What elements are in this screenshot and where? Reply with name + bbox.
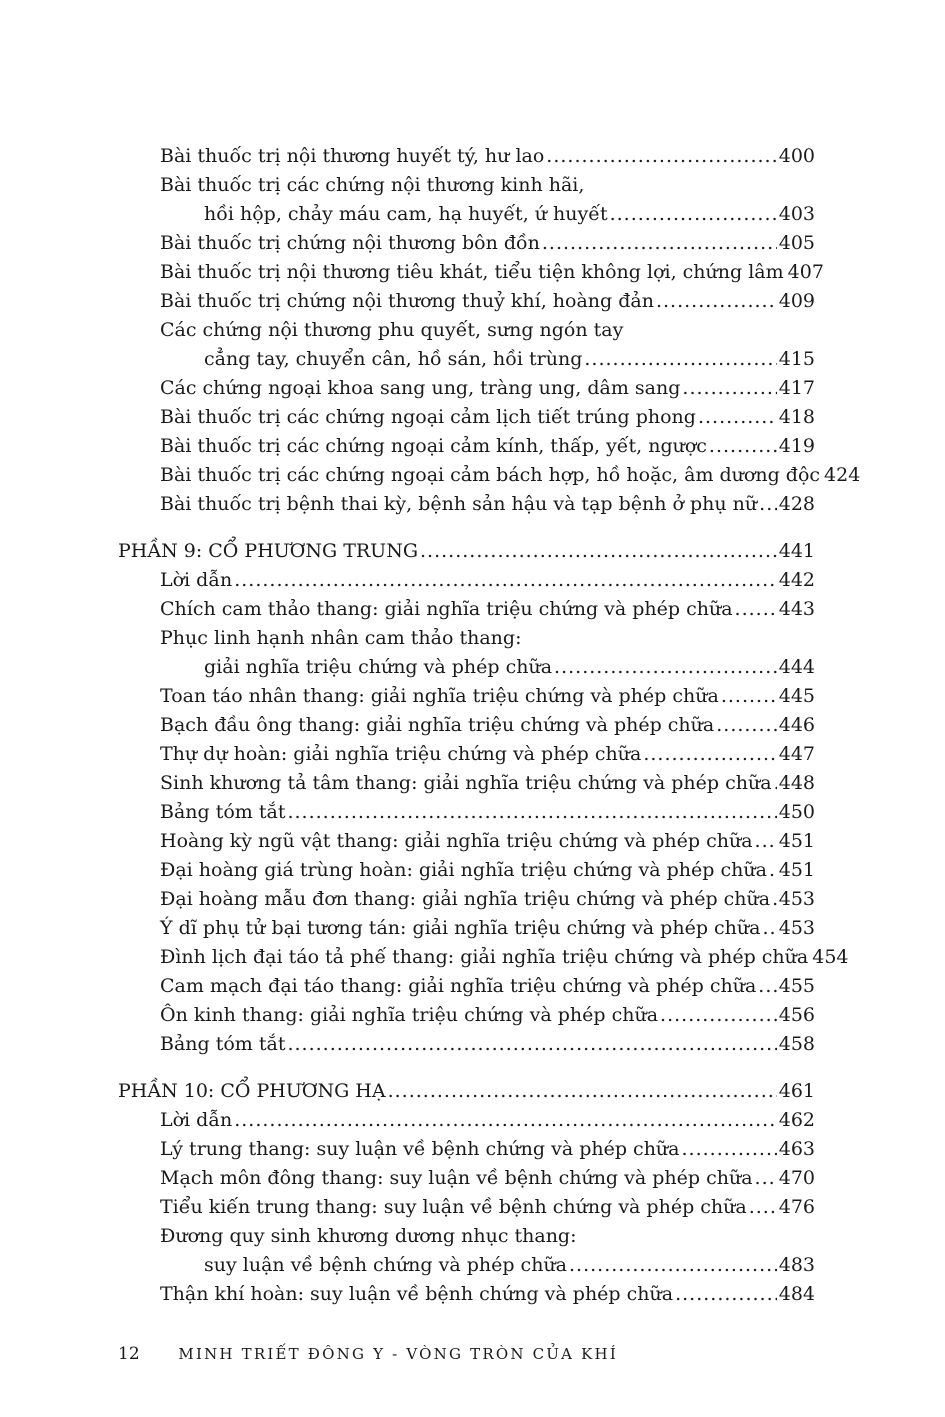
toc-entry-title: Đại hoàng giá trùng hoàn: giải nghĩa triệu chứng và phép chữa bbox=[160, 859, 767, 881]
toc-page-number: 417 bbox=[778, 377, 815, 399]
toc-entry-title: Bảng tóm tắt bbox=[160, 801, 286, 823]
toc-entry-title: Đương quy sinh khương dương nhục thang: bbox=[160, 1225, 577, 1247]
toc-entry bbox=[118, 1193, 815, 1222]
toc-entry bbox=[118, 769, 815, 798]
toc-entry-title: Lý trung thang: suy luận về bệnh chứng và phép chữa bbox=[160, 1138, 680, 1160]
toc-page-number: 453 bbox=[778, 917, 815, 939]
toc-dot-leader bbox=[675, 1280, 777, 1309]
toc-page-number: 448 bbox=[778, 772, 815, 794]
toc-entry bbox=[118, 287, 815, 316]
footer-page-number: 12 bbox=[118, 1344, 140, 1364]
toc-page-number: 461 bbox=[778, 1080, 815, 1102]
toc-dot-leader bbox=[287, 798, 776, 827]
toc-page-number: 405 bbox=[778, 232, 815, 254]
toc-entry-title: Đại hoàng mẫu đơn thang: giải nghĩa triệu chứng và phép chữa bbox=[160, 888, 771, 910]
toc-page-number: 447 bbox=[778, 743, 815, 765]
toc-dot-leader bbox=[542, 229, 777, 258]
toc-page-number: 443 bbox=[778, 598, 815, 620]
toc-page-number: 470 bbox=[778, 1167, 815, 1189]
toc-page-number: 458 bbox=[778, 1033, 815, 1055]
toc-entry-title: Bài thuốc trị nội thương tiêu khát, tiểu tiện không lợi, chứng lâm bbox=[160, 261, 784, 283]
toc-entry bbox=[118, 856, 815, 885]
toc-entry-title: Bài thuốc trị bệnh thai kỳ, bệnh sản hậu và tạp bệnh ở phụ nữ bbox=[160, 493, 758, 515]
toc-entry bbox=[118, 1001, 815, 1030]
toc-entry bbox=[118, 374, 815, 403]
toc-page-number: 484 bbox=[778, 1283, 815, 1305]
toc-entry-title: Thận khí hoàn: suy luận về bệnh chứng và phép chữa bbox=[160, 1283, 674, 1305]
toc-page-number: 442 bbox=[778, 569, 815, 591]
toc-entry bbox=[118, 403, 815, 432]
toc-entry-title: Bài thuốc trị chứng nội thương thuỷ khí, hoàng đản bbox=[160, 290, 654, 312]
toc-dot-leader bbox=[234, 566, 777, 595]
toc-dot-leader bbox=[716, 711, 777, 740]
toc-entry bbox=[118, 229, 815, 258]
toc-dot-leader bbox=[755, 827, 777, 856]
toc-page-number: 450 bbox=[778, 801, 815, 823]
toc-entry bbox=[118, 624, 815, 653]
toc-dot-leader bbox=[762, 914, 776, 943]
toc-entry bbox=[118, 595, 815, 624]
toc-entry bbox=[118, 711, 815, 740]
table-of-contents bbox=[118, 142, 861, 1309]
toc-entry-title: Chích cam thảo thang: giải nghĩa triệu chứng và phép chữa bbox=[160, 598, 733, 620]
toc-dot-leader bbox=[772, 885, 777, 914]
toc-page-number: 409 bbox=[778, 290, 815, 312]
toc-entry-title: Các chứng ngoại khoa sang ung, tràng ung, dâm sang bbox=[160, 377, 681, 399]
toc-dot-leader bbox=[643, 740, 776, 769]
toc-page-number: 428 bbox=[778, 493, 815, 515]
toc-page-number: 456 bbox=[778, 1004, 815, 1026]
toc-entry-continuation bbox=[118, 653, 815, 682]
toc-entry bbox=[118, 490, 815, 519]
toc-entry-title: Bài thuốc trị các chứng ngoại cảm bách hợp, hồ hoặc, âm dương độc bbox=[160, 464, 821, 486]
toc-page-number: 476 bbox=[778, 1196, 815, 1218]
toc-entry-title: Bạch đầu ông thang: giải nghĩa triệu chứng và phép chữa bbox=[160, 714, 715, 736]
toc-section-heading bbox=[118, 1077, 815, 1106]
toc-page-number: 444 bbox=[778, 656, 815, 678]
toc-page-number: 407 bbox=[787, 261, 824, 283]
toc-entry-title: cẳng tay, chuyển cân, hồ sán, hồi trùng bbox=[204, 348, 583, 370]
toc-entry-title: giải nghĩa triệu chứng và phép chữa bbox=[204, 656, 553, 678]
toc-dot-leader bbox=[721, 682, 777, 711]
toc-page-number: 418 bbox=[778, 406, 815, 428]
toc-dot-leader bbox=[749, 1193, 777, 1222]
toc-entry-continuation bbox=[118, 1251, 815, 1280]
toc-entry bbox=[118, 432, 815, 461]
toc-page-number: 483 bbox=[778, 1254, 815, 1276]
toc-entry-title: Đình lịch đại táo tả phế thang: giải nghĩa triệu chứng và phép chữa bbox=[160, 946, 809, 968]
toc-page-number: 445 bbox=[778, 685, 815, 707]
toc-entry-title: Phục linh hạnh nhân cam thảo thang: bbox=[160, 627, 522, 649]
toc-dot-leader bbox=[769, 856, 777, 885]
toc-dot-leader bbox=[610, 200, 777, 229]
toc-entry bbox=[118, 1106, 815, 1135]
page-footer bbox=[118, 1340, 618, 1368]
toc-dot-leader bbox=[546, 142, 776, 171]
toc-dot-leader bbox=[698, 403, 777, 432]
toc-page-number: 424 bbox=[824, 464, 861, 486]
toc-page-number: 403 bbox=[778, 203, 815, 225]
toc-entry-title: Các chứng nội thương phu quyết, sưng ngón tay bbox=[160, 319, 624, 341]
toc-entry bbox=[118, 1222, 815, 1251]
toc-dot-leader bbox=[755, 1164, 777, 1193]
toc-entry-title: suy luận về bệnh chứng và phép chữa bbox=[204, 1254, 568, 1276]
toc-entry-title: Bài thuốc trị nội thương huyết tý, hư lao bbox=[160, 145, 545, 167]
toc-page-number: 419 bbox=[778, 435, 815, 457]
toc-entry bbox=[118, 914, 815, 943]
toc-dot-leader bbox=[709, 432, 777, 461]
toc-dot-leader bbox=[234, 1106, 777, 1135]
toc-entry-title: Mạch môn đông thang: suy luận về bệnh chứng và phép chữa bbox=[160, 1167, 753, 1189]
toc-entry-title: PHẦN 9: CỔ PHƯƠNG TRUNG bbox=[118, 540, 419, 562]
toc-entry bbox=[118, 566, 815, 595]
toc-dot-leader bbox=[759, 490, 777, 519]
toc-entry-title: Ôn kinh thang: giải nghĩa triệu chứng và phép chữa bbox=[160, 1004, 659, 1026]
toc-entry-title: Ý dĩ phụ tử bại tương tán: giải nghĩa triệu chứng và phép chữa bbox=[160, 917, 761, 939]
toc-entry-continuation bbox=[118, 345, 815, 374]
toc-entry-title: Cam mạch đại táo thang: giải nghĩa triệu chứng và phép chữa bbox=[160, 975, 757, 997]
toc-entry-title: Thự dự hoàn: giải nghĩa triệu chứng và phép chữa bbox=[160, 743, 642, 765]
toc-page-number: 453 bbox=[778, 888, 815, 910]
toc-page-number: 441 bbox=[778, 540, 815, 562]
toc-page-number: 446 bbox=[778, 714, 815, 736]
toc-entry-title: Lời dẫn bbox=[160, 569, 233, 591]
toc-dot-leader bbox=[584, 345, 776, 374]
toc-dot-leader bbox=[735, 595, 777, 624]
toc-entry-title: Bảng tóm tắt bbox=[160, 1033, 286, 1055]
toc-dot-leader bbox=[660, 1001, 777, 1030]
toc-entry-title: Bài thuốc trị chứng nội thương bôn đồn bbox=[160, 232, 540, 254]
toc-entry-title: Bài thuốc trị các chứng ngoại cảm kính, thấp, yết, ngược bbox=[160, 435, 707, 457]
toc-entry-title: Bài thuốc trị các chứng nội thương kinh hãi, bbox=[160, 174, 585, 196]
toc-page-number: 455 bbox=[778, 975, 815, 997]
toc-entry bbox=[118, 1135, 815, 1164]
toc-entry-title: Sinh khương tả tâm thang: giải nghĩa triệu chứng và phép chữa bbox=[160, 772, 772, 794]
toc-dot-leader bbox=[758, 972, 776, 1001]
toc-page-number: 463 bbox=[778, 1138, 815, 1160]
toc-entry bbox=[118, 1164, 815, 1193]
toc-entry bbox=[118, 943, 849, 972]
toc-dot-leader bbox=[774, 769, 777, 798]
toc-entry bbox=[118, 885, 815, 914]
toc-section-heading bbox=[118, 537, 815, 566]
toc-entry bbox=[118, 740, 815, 769]
toc-dot-leader bbox=[682, 1135, 777, 1164]
toc-entry bbox=[118, 798, 815, 827]
toc-page-number: 451 bbox=[778, 830, 815, 852]
toc-entry-title: Toan táo nhân thang: giải nghĩa triệu chứng và phép chữa bbox=[160, 685, 719, 707]
toc-entry bbox=[118, 1030, 815, 1059]
toc-entry-title: PHẦN 10: CỔ PHƯƠNG HẠ bbox=[118, 1080, 386, 1102]
toc-page-number: 462 bbox=[778, 1109, 815, 1131]
toc-entry-title: Lời dẫn bbox=[160, 1109, 233, 1131]
toc-entry-continuation bbox=[118, 200, 815, 229]
toc-page-number: 451 bbox=[778, 859, 815, 881]
toc-entry bbox=[118, 461, 861, 490]
toc-entry-title: Tiểu kiến trung thang: suy luận về bệnh chứng và phép chữa bbox=[160, 1196, 747, 1218]
toc-entry bbox=[118, 972, 815, 1001]
toc-entry bbox=[118, 171, 815, 200]
toc-entry bbox=[118, 258, 824, 287]
toc-dot-leader bbox=[656, 287, 777, 316]
toc-dot-leader bbox=[554, 653, 777, 682]
toc-entry-title: Hoàng kỳ ngũ vật thang: giải nghĩa triệu chứng và phép chữa bbox=[160, 830, 753, 852]
toc-dot-leader bbox=[682, 374, 776, 403]
toc-dot-leader bbox=[420, 537, 777, 566]
toc-entry-title: Bài thuốc trị các chứng ngoại cảm lịch tiết trúng phong bbox=[160, 406, 696, 428]
toc-entry bbox=[118, 316, 815, 345]
toc-dot-leader bbox=[388, 1077, 777, 1106]
toc-page-number: 400 bbox=[778, 145, 815, 167]
toc-entry bbox=[118, 827, 815, 856]
toc-entry bbox=[118, 142, 815, 171]
footer-book-title: MINH TRIẾT ĐÔNG Y - VÒNG TRÒN CỦA KHÍ bbox=[178, 1345, 618, 1363]
toc-dot-leader bbox=[569, 1251, 777, 1280]
toc-entry-title: hồi hộp, chảy máu cam, hạ huyết, ứ huyết bbox=[204, 203, 608, 225]
toc-entry bbox=[118, 1280, 815, 1309]
toc-entry bbox=[118, 682, 815, 711]
toc-page-number: 454 bbox=[812, 946, 849, 968]
toc-dot-leader bbox=[287, 1030, 776, 1059]
toc-page-number: 415 bbox=[778, 348, 815, 370]
